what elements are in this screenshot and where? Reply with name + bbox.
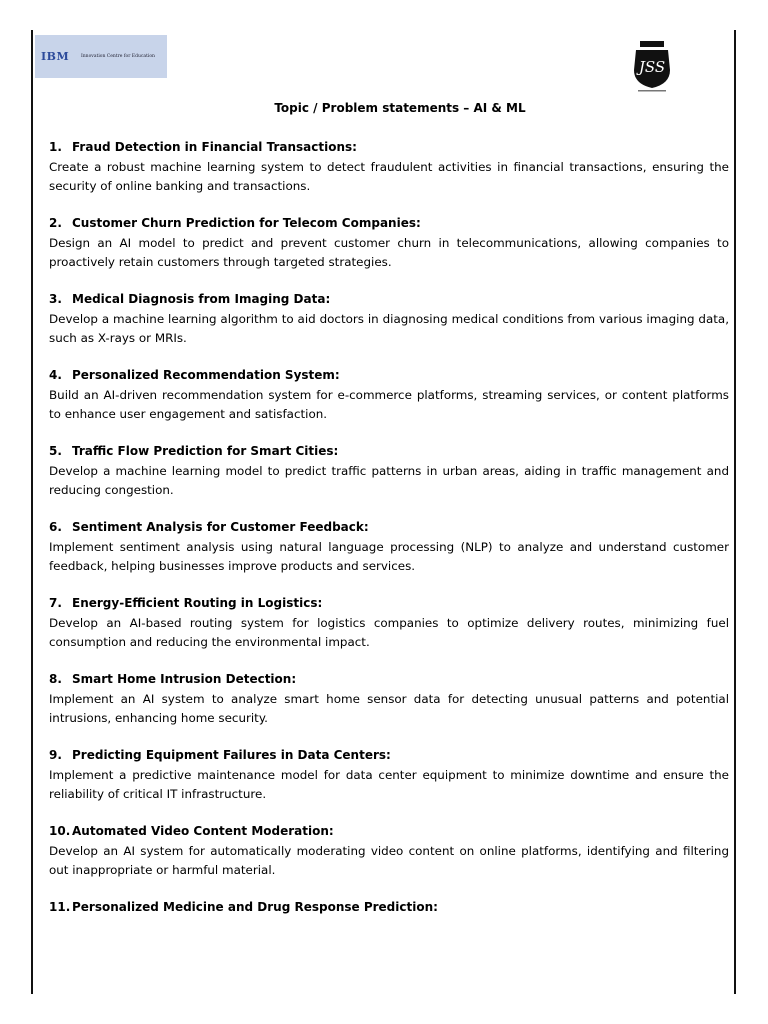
item-heading xyxy=(49,748,729,766)
list-item xyxy=(49,824,729,900)
left-border-line xyxy=(31,30,33,994)
seal-logo xyxy=(630,40,674,92)
item-number: 10. xyxy=(49,824,71,838)
item-heading xyxy=(49,672,729,690)
item-description: Design an AI model to predict and prevent customer churn in telecommunications, allowing companies to proactively retain customers through targeted strategies. xyxy=(49,236,729,269)
item-description: Develop a machine learning algorithm to aid doctors in diagnosing medical conditions from various imaging data, such as X-rays or MRIs. xyxy=(49,312,729,345)
list-item xyxy=(49,900,729,976)
item-heading-text: Smart Home Intrusion Detection: xyxy=(72,672,297,686)
list-item xyxy=(49,368,729,444)
item-heading-text: Fraud Detection in Financial Transactions: xyxy=(72,140,357,154)
ibm-wordmark: IBM xyxy=(41,50,70,63)
item-number: 11. xyxy=(49,900,71,914)
list-item xyxy=(49,520,729,596)
item-number: 3. xyxy=(49,292,62,306)
list-item xyxy=(49,596,729,672)
item-description: Develop an AI-based routing system for logistics companies to optimize delivery routes, minimizing fuel consumption and reducing the environmental impact. xyxy=(49,616,729,649)
ibm-logo-subtitle: Innovation Centre for Education xyxy=(81,54,155,59)
item-heading-text: Energy-Efficient Routing in Logistics: xyxy=(72,596,323,610)
item-heading xyxy=(49,444,729,462)
item-heading xyxy=(49,216,729,234)
item-heading-text: Sentiment Analysis for Customer Feedback: xyxy=(72,520,369,534)
item-description: Implement sentiment analysis using natural language processing (NLP) to analyze and understand customer feedback, helping businesses improve products and services. xyxy=(49,540,729,573)
seal-icon xyxy=(630,40,674,92)
list-item xyxy=(49,748,729,824)
item-number: 8. xyxy=(49,672,62,686)
item-number: 1. xyxy=(49,140,62,154)
svg-text:JSS: JSS xyxy=(638,58,666,76)
list-item xyxy=(49,216,729,292)
item-number: 9. xyxy=(49,748,62,762)
right-border-line xyxy=(734,30,736,994)
item-heading xyxy=(49,520,729,538)
problem-list xyxy=(49,140,729,976)
item-description: Implement a predictive maintenance model for data center equipment to minimize downtime and ensure the reliability of critical IT infrastructure. xyxy=(49,768,729,801)
item-description: Implement an AI system to analyze smart home sensor data for detecting unusual patterns and potential intrusions, enhancing home security. xyxy=(49,692,729,725)
item-heading-text: Personalized Medicine and Drug Response Prediction: xyxy=(72,900,438,914)
item-heading xyxy=(49,596,729,614)
item-number: 7. xyxy=(49,596,62,610)
list-item xyxy=(49,444,729,520)
item-description: Build an AI-driven recommendation system for e-commerce platforms, streaming services, or content platforms to enhance user engagement and satisfaction. xyxy=(49,388,729,421)
item-heading-text: Predicting Equipment Failures in Data Centers: xyxy=(72,748,391,762)
item-heading-text: Personalized Recommendation System: xyxy=(72,368,340,382)
item-heading xyxy=(49,368,729,386)
page-title: Topic / Problem statements – AI & ML xyxy=(274,101,526,115)
item-number: 2. xyxy=(49,216,62,230)
item-description: Develop a machine learning model to predict traffic patterns in urban areas, aiding in traffic management and reducing congestion. xyxy=(49,464,729,497)
ibm-logo xyxy=(35,35,167,78)
item-number: 4. xyxy=(49,368,62,382)
item-heading-text: Medical Diagnosis from Imaging Data: xyxy=(72,292,331,306)
list-item xyxy=(49,672,729,748)
item-heading-text: Automated Video Content Moderation: xyxy=(72,824,334,838)
item-description: Develop an AI system for automatically moderating video content on online platforms, identifying and filtering out inappropriate or harmful material. xyxy=(49,844,729,877)
list-item xyxy=(49,292,729,368)
item-heading xyxy=(49,292,729,310)
item-number: 5. xyxy=(49,444,62,458)
item-description: Create a robust machine learning system to detect fraudulent activities in financial transactions, ensuring the security of online banking and transactions. xyxy=(49,160,729,193)
item-number: 6. xyxy=(49,520,62,534)
item-heading-text: Traffic Flow Prediction for Smart Cities: xyxy=(72,444,339,458)
item-heading xyxy=(49,140,729,158)
item-heading xyxy=(49,900,729,918)
item-heading-text: Customer Churn Prediction for Telecom Companies: xyxy=(72,216,421,230)
item-heading xyxy=(49,824,729,842)
list-item xyxy=(49,140,729,216)
